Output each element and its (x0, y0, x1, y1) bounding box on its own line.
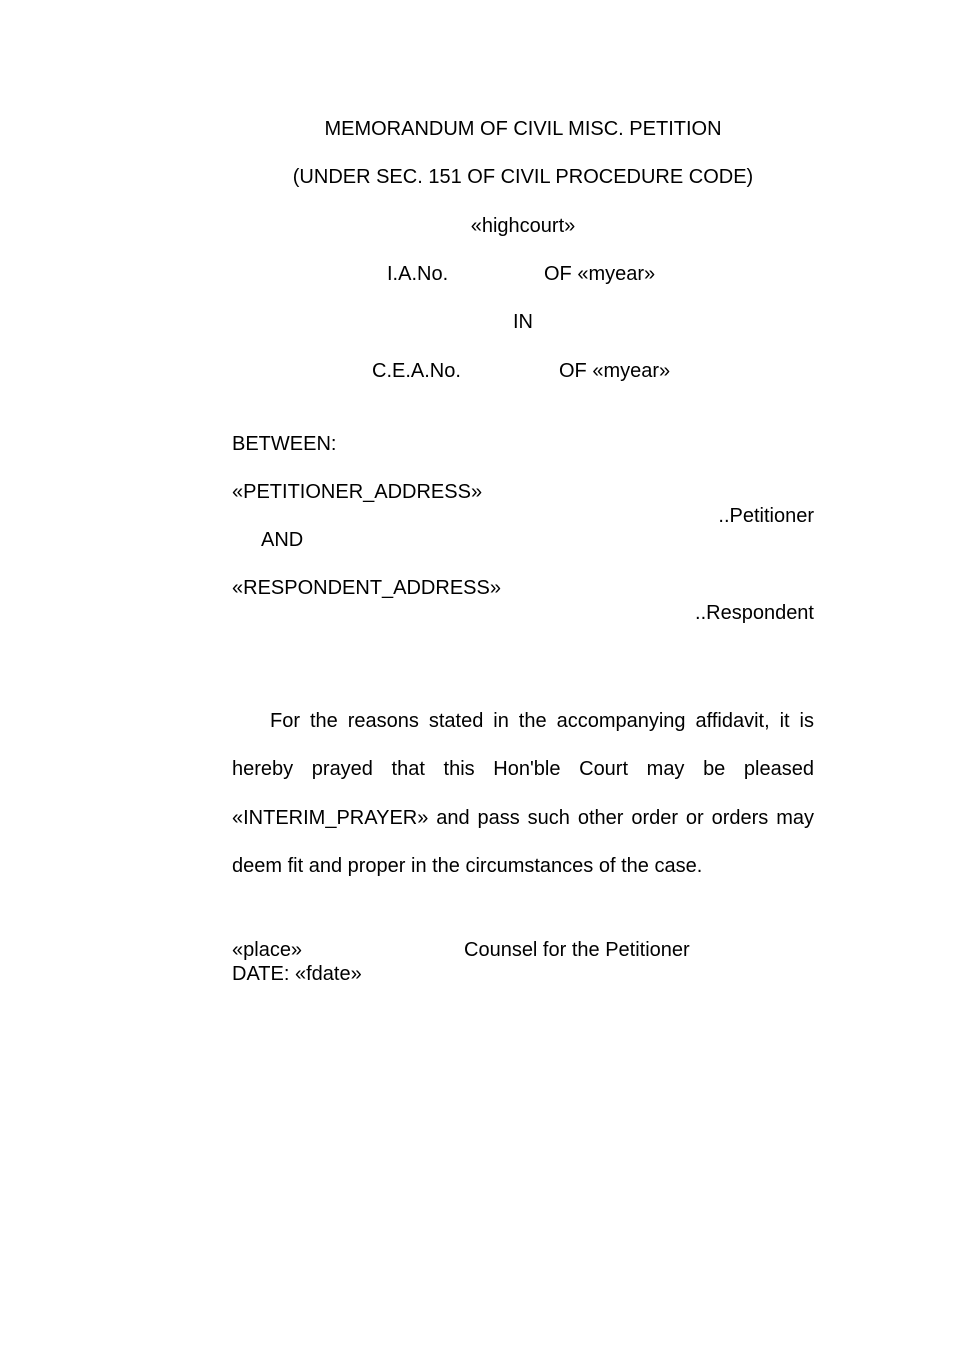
place-field: «place» (232, 939, 303, 961)
cea-year: OF «myear» (559, 360, 671, 382)
ia-year: OF «myear» (544, 263, 656, 285)
and-label: AND (261, 529, 304, 551)
cea-number-label: C.E.A.No. (372, 360, 461, 382)
counsel-signature-label: Counsel for the Petitioner (464, 939, 690, 961)
document-subtitle: (UNDER SEC. 151 OF CIVIL PROCEDURE CODE) (292, 166, 754, 188)
court-name: «highcourt» (470, 215, 576, 237)
respondent-address: «RESPONDENT_ADDRESS» (232, 577, 501, 599)
respondent-role: ..Respondent (695, 602, 814, 624)
between-label: BETWEEN: (232, 433, 337, 455)
petitioner-role: ..Petitioner (718, 505, 814, 527)
in-connector: IN (513, 311, 533, 333)
ia-number-label: I.A.No. (387, 263, 449, 285)
petitioner-address: «PETITIONER_ADDRESS» (232, 481, 483, 503)
document-title: MEMORANDUM OF CIVIL MISC. PETITION (324, 118, 722, 140)
prayer-paragraph: For the reasons stated in the accompanying affidavit, it is hereby prayed that this Hon'ble Court may be pleased «INTERIM_PRAYER» and pass such other order or orders may deem fit and proper in the circumstances of the case. (232, 710, 814, 877)
date-field: DATE: «fdate» (232, 963, 362, 985)
